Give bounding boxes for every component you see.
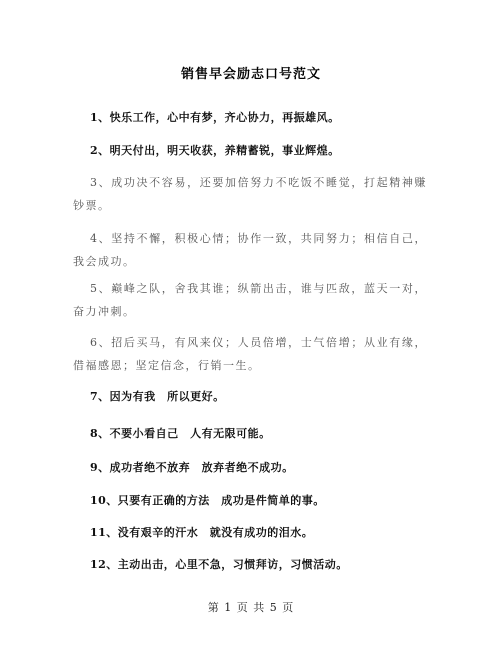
page-number-footer: 第 1 页 共 5 页 — [207, 601, 295, 614]
list-item: 12、主动出击，心里不急，习惯拜访，习惯活动。 — [90, 558, 348, 571]
list-item: 8、不要小看自己 人有无限可能。 — [90, 427, 271, 440]
list-item: 5、巅峰之队，舍我其谁；纵箭出击，谁与匹敌，蓝天一对，奋力冲刺。 — [73, 282, 427, 318]
list-item: 7、因为有我 所以更好。 — [90, 390, 225, 403]
list-item: 4、坚持不懈，积极心情；协作一致，共同努力；相信自己，我会成功。 — [73, 232, 427, 268]
list-item: 3、成功决不容易，还要加倍努力不吃饭不睡觉，打起精神赚钞票。 — [73, 176, 427, 212]
list-item: 10、只要有正确的方法 成功是件简单的事。 — [90, 494, 325, 507]
document-title: 销售早会励志口号范文 — [180, 67, 321, 82]
list-item: 6、招后买马，有风来仪；人员倍增，士气倍增；从业有缘，借福感恩；坚定信念，行销一生。 — [73, 336, 427, 372]
list-item: 2、明天付出，明天收获，养精蓄锐，事业辉煌。 — [90, 144, 340, 157]
list-item: 11、没有艰辛的汗水 就没有成功的泪水。 — [90, 526, 314, 539]
list-item: 1、快乐工作，心中有梦，齐心协力，再振雄风。 — [90, 111, 340, 124]
list-item: 9、成功者绝不放弃 放弃者绝不成功。 — [90, 461, 294, 474]
